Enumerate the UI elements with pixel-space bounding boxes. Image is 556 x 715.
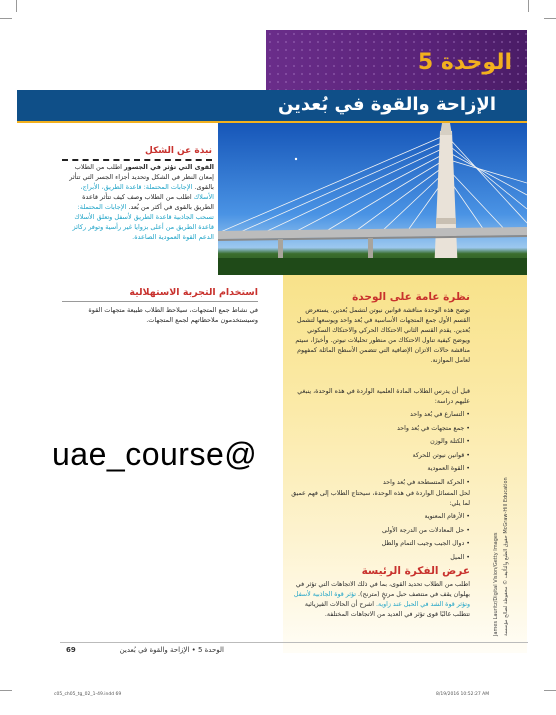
list-item: • الكتلة والوزن: [300, 435, 470, 449]
big-idea-answer: تؤثر قوة الجاذبية لأسفل وتؤثر قوة الشد في الحبل عند زاوية.: [293, 591, 470, 608]
crop-mark: [0, 690, 12, 691]
footer-rule: [60, 642, 528, 643]
list-item: • دوال الجيب وجيب التمام والظل: [300, 537, 470, 551]
page-title: الإزاحة والقوة في بُعدين: [277, 94, 496, 115]
list-item: • الميل: [300, 551, 470, 565]
unit-label: الوحدة 5: [417, 50, 512, 75]
date-slug: 8/19/2016 10:52:27 AM: [436, 692, 490, 697]
list-item: • قوانين نيوتن للحركة: [300, 449, 470, 463]
big-idea-title: عرض الفكرة الرئيسة: [361, 565, 470, 577]
copyright-credit: حقوق الطبع والتأليف © محفوظة لصالح مؤسسة McGraw-Hill Education: [503, 477, 509, 636]
page-number: 69: [66, 646, 76, 654]
running-title: الوحدة 5 • الإزاحة والقوة في بُعدين: [119, 646, 224, 654]
photo-credit: James Lauritz/Digital Vision/Getty Images: [493, 532, 499, 636]
overview-text: توضح هذه الوحدة مناقشة قوانين نيوتن لتشمل بُعدين. يستعرض القسم الأول جمع المتجهات الأساسية في بُعد واحد ويوسعها لتشمل بُعدين. يقدم القسم الثاني الاحتكاك الحركي والاحتكاك السكوني ويوضح كيفية تناول الاحتكاك من منظور تحليلات نيوتن. وأخيرًا، سيتم مناقشة حالات الاتزان الإضافية التي تتضمن الأسطح المائلة كمفهوم لعامل الموازنة.: [295, 307, 470, 364]
photo-note-title: نبذة عن الشكل: [145, 146, 212, 156]
overview-title: نظرة عامة على الوحدة: [352, 291, 470, 303]
bridge-illustration: [218, 123, 527, 275]
big-idea-body: اطلب من الطلاب تحديد القوى، بما في ذلك الاتجاهات التي تؤثر في بهلوان يقف في منتصف حبل مرتخٍ (مترنح).: [295, 581, 470, 598]
photo-note-lead: القوى التي تؤثر في الجسور: [124, 163, 214, 171]
big-idea-body-2: اشرح أن الحالات الفيزيائية تتطلب غالبًا قوى تؤثر في العديد من الاتجاهات المختلفة.: [304, 601, 470, 618]
list-item: • الأرقام المعنوية: [300, 510, 470, 524]
launch-lab-text: في نشاط جمع المتجهات، سيلاحظ الطلاب طبيعة متجهات القوة وسيستخدمون ملاحظاتهم لجمع المتجهات.: [88, 306, 258, 324]
launch-lab-rule: [62, 301, 258, 302]
big-idea-text: [290, 580, 470, 620]
crop-mark: [16, 0, 17, 12]
list-item: • الحركة المتسطحة في بُعد واحد: [300, 476, 470, 490]
photo-note-answer: الإجابات المحتملة: قاعدة الطريق، الأبراج، الأسلاك: [80, 183, 214, 201]
list-item: • حل المعادلات من الدرجة الأولى: [300, 524, 470, 538]
prerequisite-list: [300, 408, 470, 489]
crop-mark: [544, 690, 556, 691]
photo-note-rule: [62, 159, 212, 161]
list-item: • التسارع في بُعد واحد: [300, 408, 470, 422]
bridge-photo: [218, 123, 527, 275]
list-item: • القوة العمودية: [300, 462, 470, 476]
crop-mark: [0, 18, 12, 19]
list-item: • جمع متجهات في بُعد واحد: [300, 422, 470, 436]
photo-note-answer-2: الإجابات المحتملة: تسحب الجاذبية قاعدة الطريق لأسفل وتعلق الأسلاك قاعدة الطريق من أعلى بزوايا غير رأسية وتوفر ركائز الدعم القوة العمودية الصاعدة.: [72, 203, 214, 241]
crop-mark: [544, 18, 556, 19]
photo-note-text: [62, 162, 214, 242]
launch-lab-title: استخدام التجربة الاستهلالية: [129, 287, 258, 298]
photo-note-body-2: اطلب من الطلاب وصف كيف تتأثر قاعدة الطريق بالقوى في أكثر من بُعد.: [82, 193, 214, 211]
photo-note-body: اطلب من الطلاب إمعان النظر في الشكل وتحديد أجزاء الجسر التي تتأثر بالقوى.: [69, 163, 214, 191]
crop-mark: [528, 0, 529, 12]
watermark-handle: uae_course@: [52, 436, 258, 472]
overview-list-intro: قبل أن يدرس الطلاب المادة العلمية الواردة في هذه الوحدة، ينبغي عليهم دراسة:: [297, 388, 470, 405]
overview-list-intro-2: لحل المسائل الواردة في هذه الوحدة، سيحتاج الطلاب إلى فهم عميق لما يلي:: [291, 490, 470, 507]
skills-list: [300, 510, 470, 564]
file-slug: c05_ch05_tg_02_1-49.indd 69: [54, 692, 122, 697]
